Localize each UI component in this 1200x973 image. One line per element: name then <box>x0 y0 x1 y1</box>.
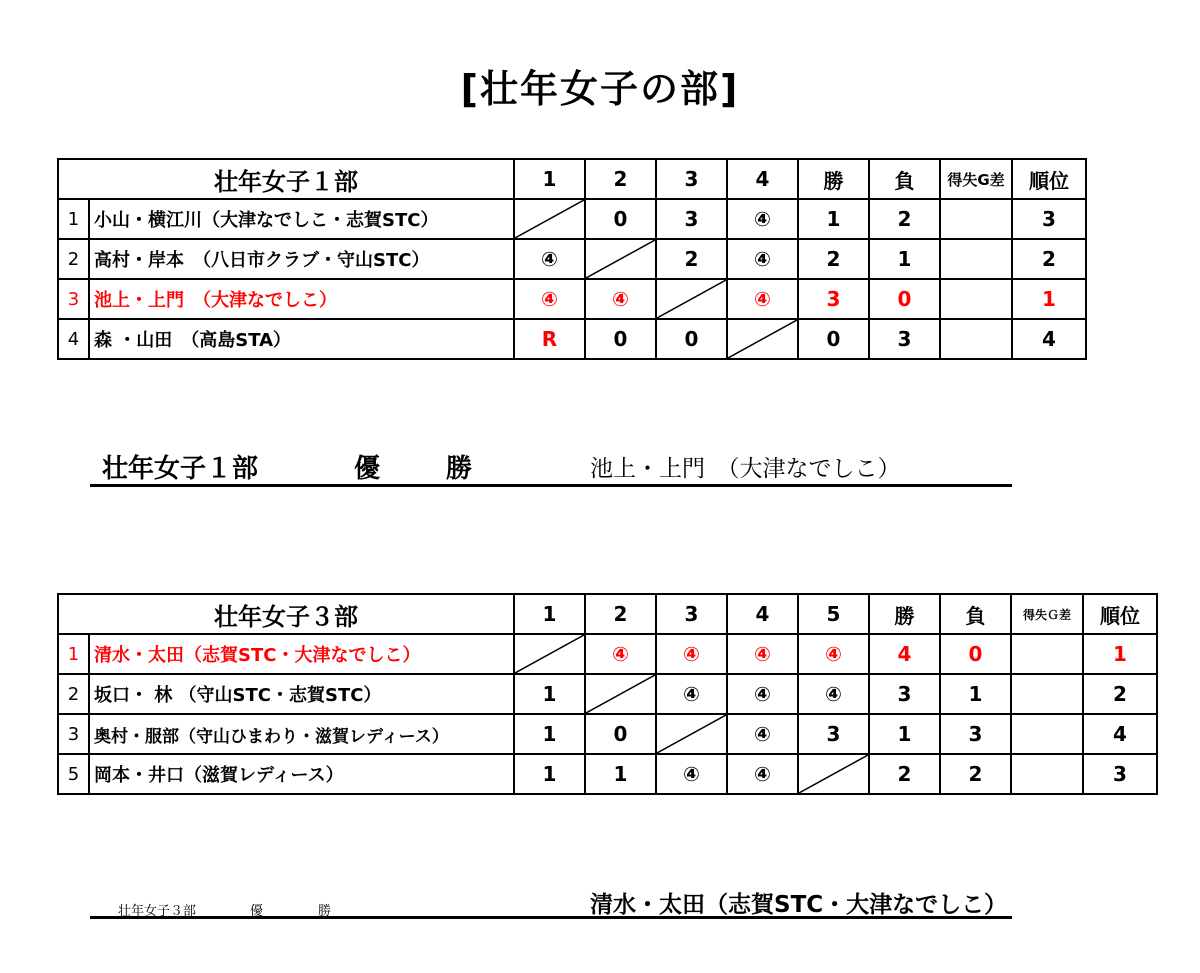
diagonal-cell <box>727 319 798 359</box>
col-header: 5 <box>798 594 869 634</box>
diagonal-cell <box>514 634 585 674</box>
pair-name: 池上・上門 （大津なでしこ） <box>89 279 514 319</box>
winner-team: 清水・太田（志賀STC・大津なでしこ） <box>590 892 1008 918</box>
result-cell: ④ <box>727 754 798 794</box>
rank-cell: 4 <box>1012 319 1086 359</box>
game-diff-cell <box>940 239 1012 279</box>
result-cell: 0 <box>585 714 656 754</box>
rank-cell: 4 <box>1083 714 1157 754</box>
result-cell: 0 <box>656 319 727 359</box>
table-title: 壮年女子１部 <box>58 159 514 199</box>
table-title: 壮年女子３部 <box>58 594 514 634</box>
table-row <box>58 674 1157 714</box>
result-cell: ④ <box>727 199 798 239</box>
league-table-division-1 <box>57 158 1087 360</box>
row-number: 3 <box>58 279 89 319</box>
result-cell: ④ <box>656 674 727 714</box>
diagonal-cell <box>656 714 727 754</box>
rank-cell: 1 <box>1083 634 1157 674</box>
game-diff-cell <box>940 319 1012 359</box>
pair-name: 森 ・山田 （高島STA） <box>89 319 514 359</box>
col-header-wins: 勝 <box>798 159 869 199</box>
table-row <box>58 199 1086 239</box>
row-number: 5 <box>58 754 89 794</box>
table-row-winner <box>58 279 1086 319</box>
row-number: 2 <box>58 239 89 279</box>
game-diff-cell <box>1011 674 1083 714</box>
wins-cell: 1 <box>798 199 869 239</box>
col-header: 4 <box>727 159 798 199</box>
result-cell-retired: R <box>514 319 585 359</box>
result-cell: 3 <box>656 199 727 239</box>
result-cell: ④ <box>727 674 798 714</box>
rank-cell: 1 <box>1012 279 1086 319</box>
winner-division-label: 壮年女子１部 <box>102 454 259 484</box>
col-header: 4 <box>727 594 798 634</box>
table-row <box>58 714 1157 754</box>
table-row <box>58 239 1086 279</box>
result-cell: ④ <box>656 754 727 794</box>
pair-name: 高村・岸本 （八日市クラブ・守山STC） <box>89 239 514 279</box>
pair-name: 奥村・服部（守山ひまわり・滋賀レディース） <box>89 714 514 754</box>
diagonal-cell <box>514 199 585 239</box>
page-title: [壮年女子の部] <box>460 67 740 111</box>
losses-cell: 1 <box>869 239 940 279</box>
diagonal-cell <box>656 279 727 319</box>
result-cell: 0 <box>585 319 656 359</box>
result-cell: 2 <box>656 239 727 279</box>
row-number: 3 <box>58 714 89 754</box>
pair-name: 岡本・井口（滋賀レディース） <box>89 754 514 794</box>
division-1-winner-line <box>90 448 1012 487</box>
wins-cell: 0 <box>798 319 869 359</box>
col-header: 1 <box>514 594 585 634</box>
losses-cell: 0 <box>869 279 940 319</box>
losses-cell: 0 <box>940 634 1011 674</box>
game-diff-cell <box>1011 714 1083 754</box>
table-header-row <box>58 594 1157 634</box>
result-cell: ④ <box>585 279 656 319</box>
losses-cell: 2 <box>869 199 940 239</box>
winner-label-char: 優 <box>354 454 381 484</box>
row-number: 4 <box>58 319 89 359</box>
col-header-wins: 勝 <box>869 594 940 634</box>
wins-cell: 3 <box>869 674 940 714</box>
col-header: 1 <box>514 159 585 199</box>
league-table-division-3 <box>57 593 1158 795</box>
winner-division-label: 壮年女子３部 <box>118 904 197 919</box>
row-number: 1 <box>58 634 89 674</box>
result-cell: 3 <box>798 714 869 754</box>
result-cell: 1 <box>585 754 656 794</box>
col-header-losses: 負 <box>869 159 940 199</box>
result-cell: 1 <box>514 754 585 794</box>
diagonal-cell <box>798 754 869 794</box>
wins-cell: 3 <box>798 279 869 319</box>
table-row-winner <box>58 634 1157 674</box>
game-diff-cell <box>1011 634 1083 674</box>
wins-cell: 1 <box>869 714 940 754</box>
col-header-game-diff: 得失Ｇ差 <box>1011 594 1083 634</box>
rank-cell: 3 <box>1083 754 1157 794</box>
diagonal-cell <box>585 239 656 279</box>
winner-label-char: 勝 <box>446 454 473 484</box>
pair-name: 清水・太田（志賀STC・大津なでしこ） <box>89 634 514 674</box>
losses-cell: 3 <box>869 319 940 359</box>
game-diff-cell <box>940 279 1012 319</box>
result-cell: ④ <box>727 634 798 674</box>
result-cell: ④ <box>798 634 869 674</box>
winner-label-char: 優 <box>250 904 264 919</box>
table-row <box>58 319 1086 359</box>
game-diff-cell <box>1011 754 1083 794</box>
table-row <box>58 754 1157 794</box>
result-cell: ④ <box>514 239 585 279</box>
col-header: 2 <box>585 159 656 199</box>
result-cell: 1 <box>514 714 585 754</box>
result-cell: ④ <box>727 239 798 279</box>
table-header-row <box>58 159 1086 199</box>
result-cell: ④ <box>514 279 585 319</box>
wins-cell: 4 <box>869 634 940 674</box>
winner-label-char: 勝 <box>318 904 332 919</box>
col-header: 2 <box>585 594 656 634</box>
result-cell: ④ <box>585 634 656 674</box>
col-header-rank: 順位 <box>1012 159 1086 199</box>
wins-cell: 2 <box>798 239 869 279</box>
losses-cell: 3 <box>940 714 1011 754</box>
result-cell: ④ <box>727 714 798 754</box>
result-cell: ④ <box>656 634 727 674</box>
result-cell: ④ <box>727 279 798 319</box>
game-diff-cell <box>940 199 1012 239</box>
col-header: 3 <box>656 594 727 634</box>
losses-cell: 2 <box>940 754 1011 794</box>
losses-cell: 1 <box>940 674 1011 714</box>
col-header-losses: 負 <box>940 594 1011 634</box>
rank-cell: 3 <box>1012 199 1086 239</box>
diagonal-cell <box>585 674 656 714</box>
result-cell: ④ <box>798 674 869 714</box>
pair-name: 坂口・ 林 （守山STC・志賀STC） <box>89 674 514 714</box>
pair-name: 小山・横江川（大津なでしこ・志賀STC） <box>89 199 514 239</box>
col-header-rank: 順位 <box>1083 594 1157 634</box>
result-cell: 1 <box>514 674 585 714</box>
col-header-game-diff: 得失G差 <box>940 159 1012 199</box>
winner-team: 池上・上門 （大津なでしこ） <box>590 456 901 482</box>
rank-cell: 2 <box>1083 674 1157 714</box>
row-number: 1 <box>58 199 89 239</box>
row-number: 2 <box>58 674 89 714</box>
division-3-winner-line <box>90 886 1012 919</box>
rank-cell: 2 <box>1012 239 1086 279</box>
col-header: 3 <box>656 159 727 199</box>
result-cell: 0 <box>585 199 656 239</box>
wins-cell: 2 <box>869 754 940 794</box>
